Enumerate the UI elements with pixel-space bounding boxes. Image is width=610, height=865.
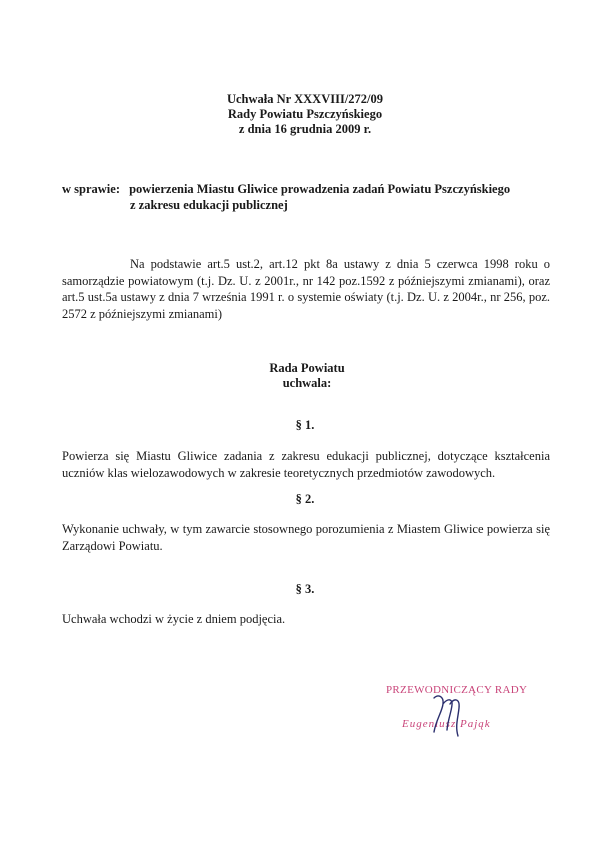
- legal-basis: [62, 256, 550, 322]
- resolves-line-2: uchwala:: [282, 376, 332, 390]
- subject-line-1: powierzenia Miastu Gliwice prowadzenia zadań Powiatu Pszczyńskiego: [129, 182, 511, 196]
- section-3-text: Uchwała wchodzi w życie z dniem podjęcia.: [62, 612, 286, 626]
- section-3-heading: § 3.: [295, 582, 315, 596]
- section-1-text: Powierza się Miastu Gliwice zadania z zakresu edukacji publicznej, dotyczące kształcenia uczniów klas wielozawodowych w zakresie teoretycznych przedmiotów zawodowych.: [62, 449, 550, 480]
- resolves-block: [0, 361, 610, 391]
- subject-block: [62, 182, 562, 213]
- council-name: Rady Powiatu Pszczyńskiego: [227, 107, 383, 121]
- resolution-number: Uchwała Nr XXXVIII/272/09: [226, 92, 384, 106]
- subject-label: w sprawie:: [62, 182, 120, 196]
- section-2-text: Wykonanie uchwały, w tym zawarcie stosownego porozumienia z Miastem Gliwice powierza się Zarządowi Powiatu.: [62, 522, 550, 553]
- resolution-date: z dnia 16 grudnia 2009 r.: [238, 122, 372, 136]
- resolution-header: [0, 92, 610, 137]
- legal-basis-text: Na podstawie art.5 ust.2, art.12 pkt 8a ustawy z dnia 5 czerwca 1998 roku o samorządzie powiatowym (t.j. Dz. U. z 2001r., nr 142 poz.1592 z późniejszymi zmianami), oraz art.5 ust.5a ustawy z dnia 7 września 1991 r. o systemie oświaty (t.j. Dz. U. z 2004r., nr 256, poz. 2572 z późniejszymi zmianami): [62, 257, 550, 321]
- section-1-heading: § 1.: [295, 418, 315, 432]
- section-2-heading: § 2.: [295, 492, 315, 506]
- stamp-name: Eugeniusz Pająk: [402, 718, 491, 730]
- subject-line-2: z zakresu edukacji publicznej: [130, 197, 288, 212]
- handwritten-signature: [428, 690, 468, 740]
- stamp-title: PRZEWODNICZĄCY RADY: [386, 684, 528, 696]
- resolves-line-1: Rada Powiatu: [269, 361, 345, 375]
